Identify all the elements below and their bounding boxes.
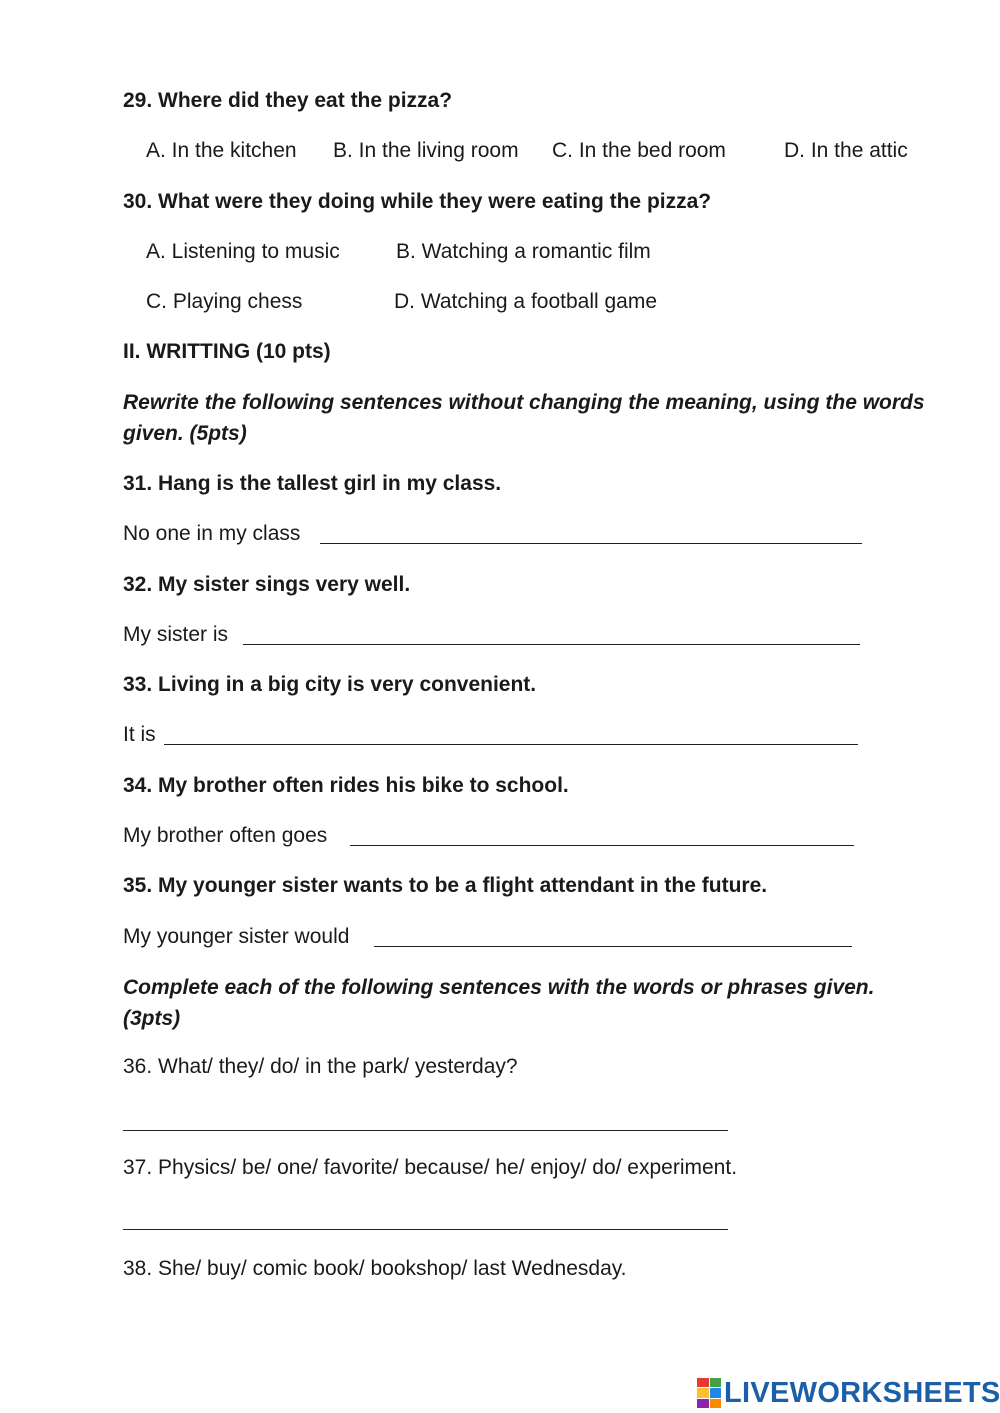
q29-option-d[interactable]: D. In the attic — [784, 139, 908, 162]
q30-option-b[interactable]: B. Watching a romantic film — [396, 240, 651, 263]
question-37: 37. Physics/ be/ one/ favorite/ because/ he/ enjoy/ do/ experiment. — [123, 1156, 738, 1179]
q29-option-b[interactable]: B. In the living room — [333, 139, 519, 162]
q30-option-d[interactable]: D. Watching a football game — [394, 290, 658, 313]
section-title: II. WRITTING (10 pts) — [123, 340, 331, 363]
answer-prompt-35: My younger sister would — [123, 925, 350, 948]
question-30: 30. What were they doing while they were eating the pizza? — [123, 190, 712, 213]
answer-prompt-33: It is — [123, 723, 156, 746]
question-32: 32. My sister sings very well. — [123, 573, 411, 596]
question-31: 31. Hang is the tallest girl in my class. — [123, 472, 502, 495]
answer-prompt-32: My sister is — [123, 623, 228, 646]
answer-blank-35[interactable] — [374, 946, 852, 947]
question-34: 34. My brother often rides his bike to school. — [123, 774, 569, 797]
answer-prompt-34: My brother often goes — [123, 824, 328, 847]
answer-blank-34[interactable] — [350, 845, 854, 846]
answer-blank-37[interactable] — [123, 1229, 728, 1230]
question-38: 38. She/ buy/ comic book/ bookshop/ last Wednesday. — [123, 1257, 627, 1280]
answer-blank-32[interactable] — [243, 644, 860, 645]
question-36: 36. What/ they/ do/ in the park/ yesterday? — [123, 1055, 518, 1078]
complete-instruction: Complete each of the following sentences with the words or phrases given. (3pts) — [123, 976, 875, 1030]
answer-blank-33[interactable] — [164, 744, 858, 745]
answer-blank-36[interactable] — [123, 1130, 728, 1131]
question-35: 35. My younger sister wants to be a flight attendant in the future. — [123, 874, 768, 897]
q30-option-a[interactable]: A. Listening to music — [146, 240, 340, 263]
liveworksheets-logo[interactable] — [697, 1376, 1000, 1410]
liveworksheets-logo-icon — [697, 1378, 721, 1408]
question-33: 33. Living in a big city is very convenient. — [123, 673, 537, 696]
logo-text: LIVEWORKSHEETS — [724, 1376, 1000, 1409]
q30-option-c[interactable]: C. Playing chess — [146, 290, 303, 313]
question-29: 29. Where did they eat the pizza? — [123, 89, 453, 112]
answer-blank-31[interactable] — [320, 543, 862, 544]
rewrite-instruction: Rewrite the following sentences without changing the meaning, using the words given. (5pts) — [123, 391, 925, 445]
q29-option-a[interactable]: A. In the kitchen — [146, 139, 297, 162]
q29-option-c[interactable]: C. In the bed room — [552, 139, 726, 162]
answer-prompt-31: No one in my class — [123, 522, 301, 545]
